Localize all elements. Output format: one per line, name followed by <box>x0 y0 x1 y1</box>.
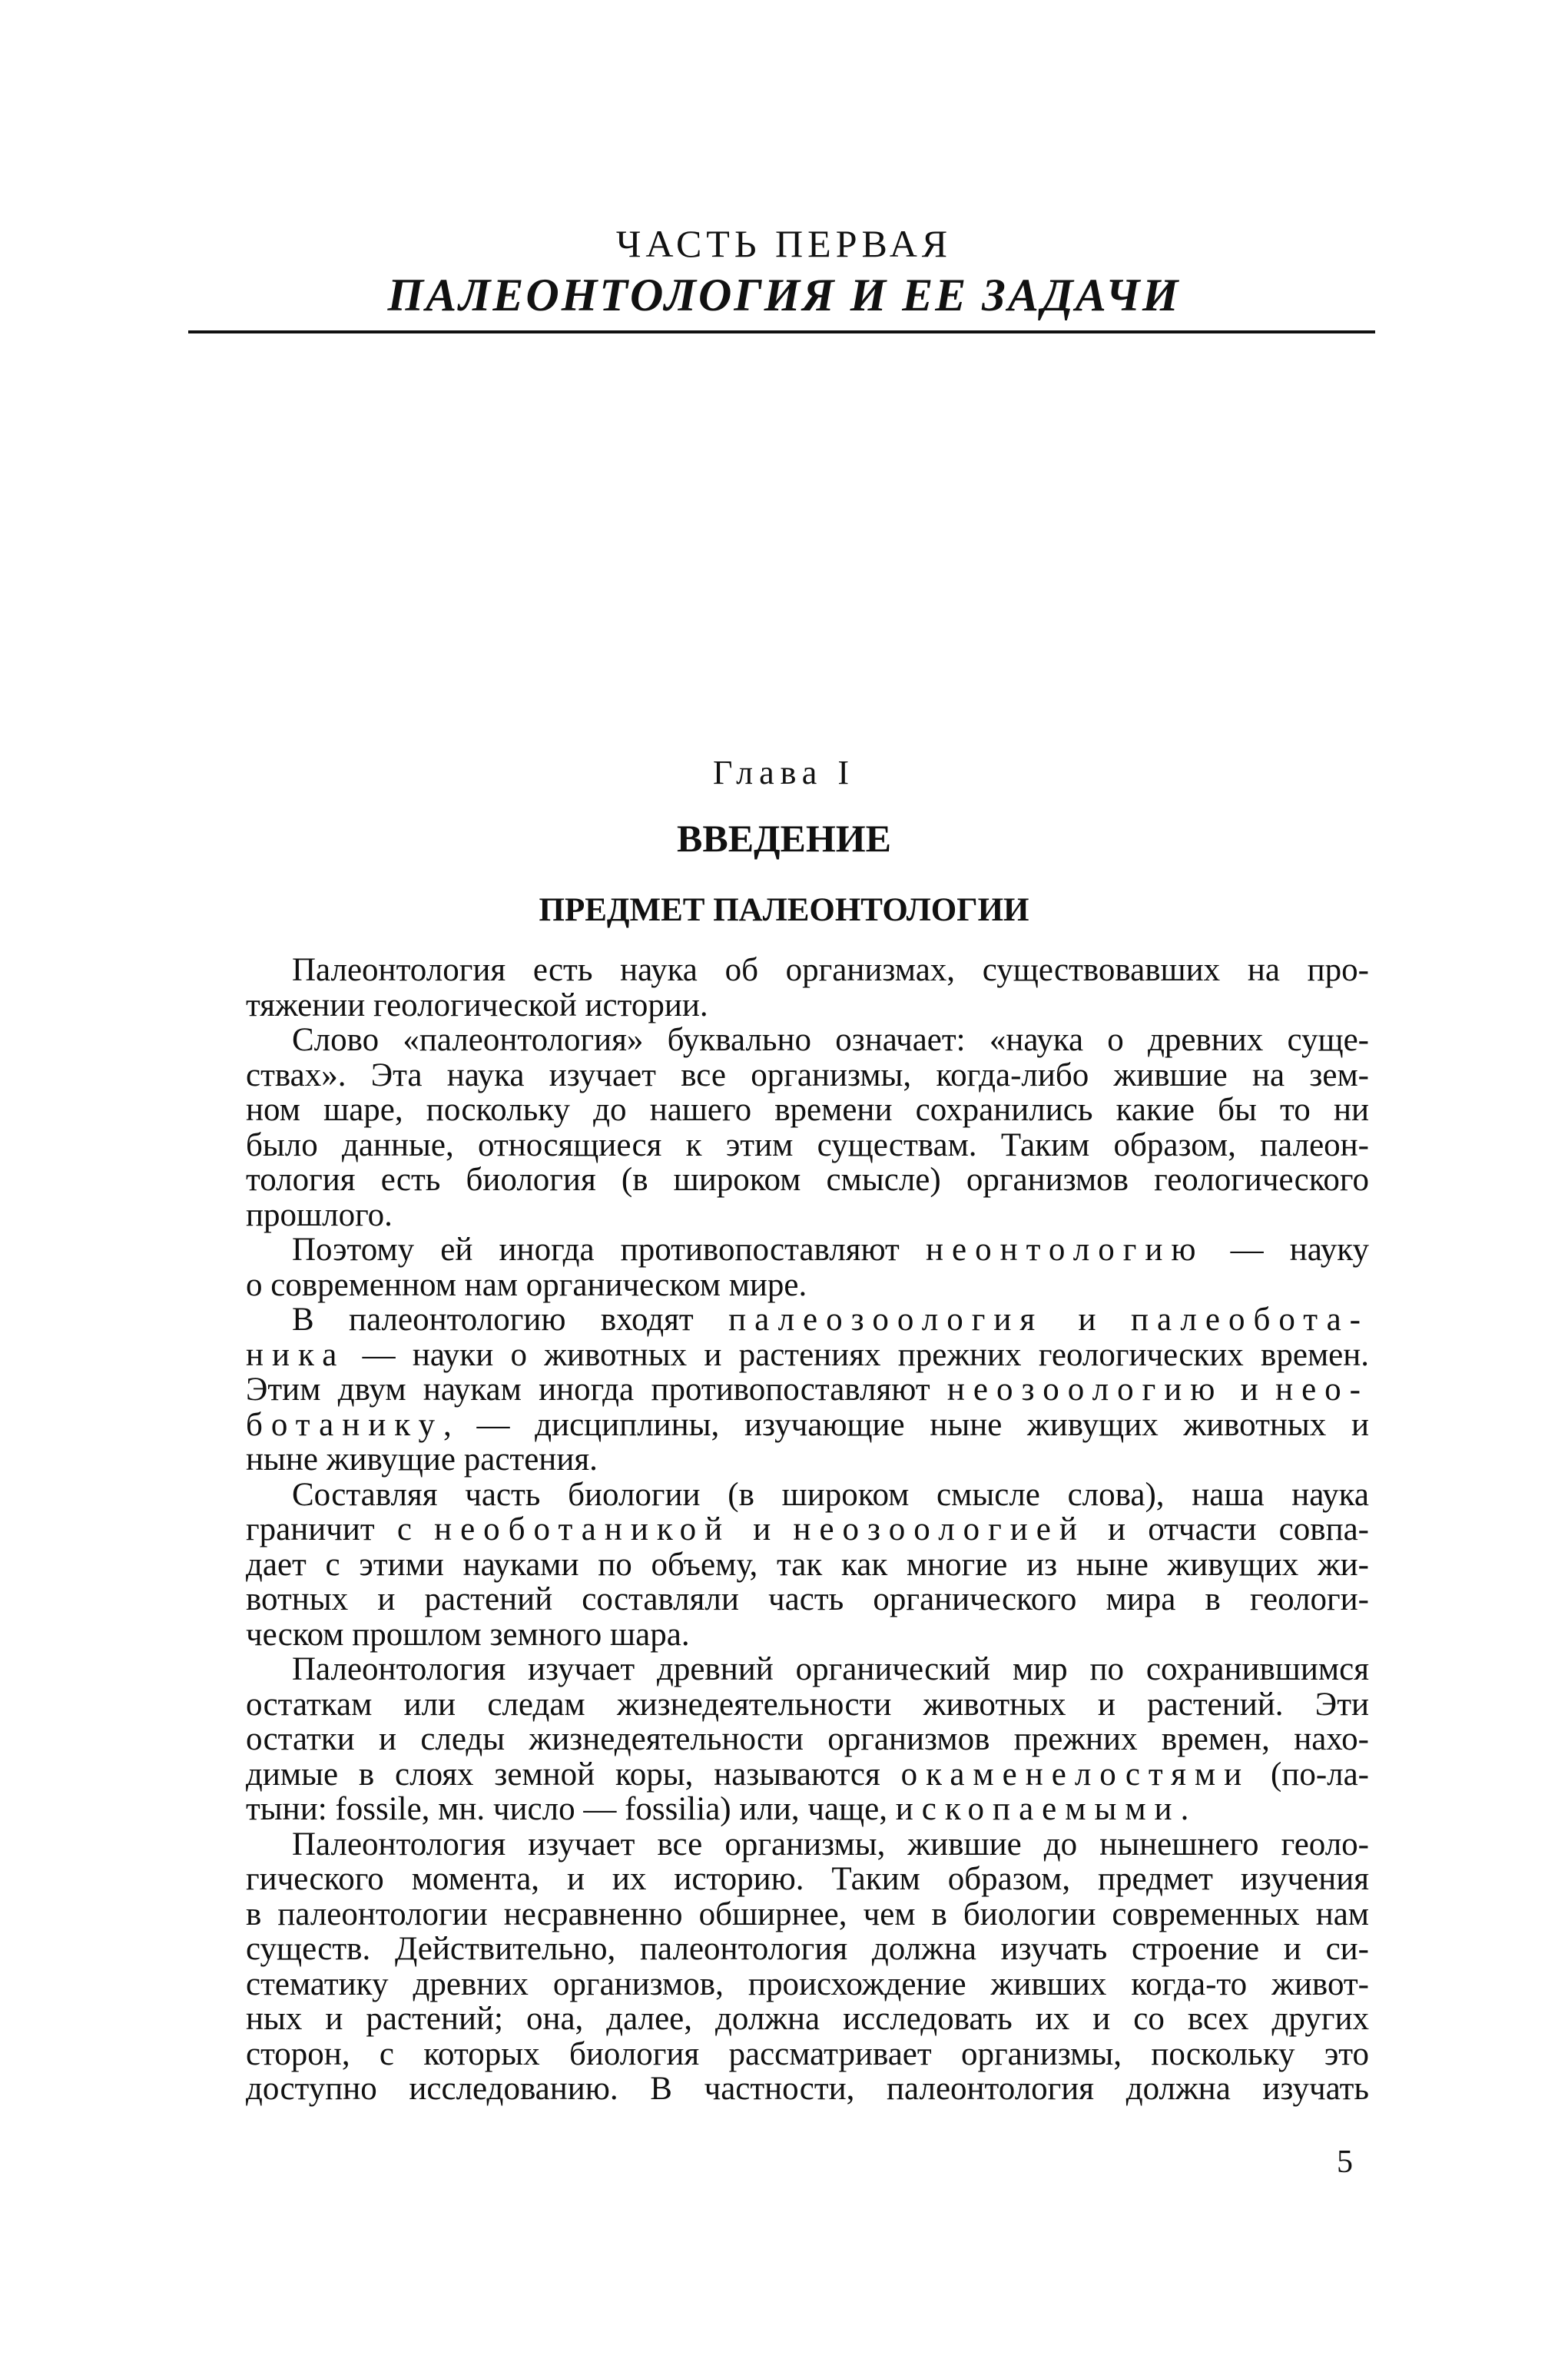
paragraph <box>246 1827 1369 2107</box>
text-segment: доступно исследованию. В частности, палеонтология должна изучать <box>246 2071 1369 2107</box>
text-segment: димые в слоях земной коры, называются <box>246 1756 901 1793</box>
text-line <box>246 1582 1369 1617</box>
text-line <box>246 1967 1369 2002</box>
text-segment: тяжении геологической истории. <box>246 987 708 1023</box>
text-segment: вотных и растений составляли часть органического мира в геологи- <box>246 1581 1369 1617</box>
text-segment: граничит с <box>246 1511 435 1547</box>
spaced-term: необотаникой <box>434 1511 731 1547</box>
paragraph <box>246 953 1369 1023</box>
text-segment: Палеонтология изучает все организмы, жившие до нынешнего геоло- <box>292 1826 1369 1863</box>
text-line <box>246 1932 1369 1967</box>
text-segment: ныне живущие растения. <box>246 1441 598 1478</box>
text-line <box>246 1512 1369 1547</box>
text-segment: тология есть биология (в широком смысле) организмов геологического <box>246 1162 1369 1198</box>
text-line <box>246 1232 1369 1268</box>
text-segment: стематику древних организмов, происхождение живших когда-то живот- <box>246 1965 1369 2002</box>
text-segment: остатки и следы жизнедеятельности организмов прежних времен, нахо- <box>246 1721 1369 1757</box>
spaced-term: неонтологию <box>925 1232 1205 1268</box>
text-line <box>246 1547 1369 1583</box>
text-segment: . <box>1180 1791 1189 1827</box>
text-segment: гического момента, и их историю. Таким образом, предмет изучения <box>246 1861 1369 1897</box>
text-segment: о современном нам органическом мире. <box>246 1266 807 1303</box>
text-line <box>246 1372 1369 1408</box>
text-segment: — науки о животных и растениях прежних геологических времен. <box>345 1336 1369 1373</box>
spaced-term: ископаемыми <box>895 1791 1181 1827</box>
spaced-term: нео- <box>1275 1372 1369 1408</box>
text-segment: Этим двум наукам иногда противопоставляют <box>246 1372 947 1408</box>
spaced-term: ника <box>246 1336 346 1373</box>
text-line <box>246 2071 1369 2107</box>
text-line <box>246 1023 1369 1058</box>
text-segment: Поэтому ей иногда противопоставляют <box>292 1232 926 1268</box>
text-segment: — науку <box>1204 1232 1369 1268</box>
text-segment: остаткам или следам жизнедеятельности животных и растений. Эти <box>246 1686 1369 1723</box>
paragraph <box>246 1478 1369 1653</box>
paragraph <box>246 1023 1369 1232</box>
text-line <box>246 1093 1369 1128</box>
text-segment: Палеонтология изучает древний органический мир по сохранившимся <box>292 1651 1369 1687</box>
text-segment: ных и растений; она, далее, должна исследовать их и со всех других <box>246 2001 1369 2037</box>
text-line <box>246 1302 1369 1338</box>
spaced-term: палеозоология <box>728 1302 1044 1338</box>
text-line <box>246 953 1369 988</box>
text-line <box>246 1792 1369 1827</box>
paragraph <box>246 1302 1369 1478</box>
text-segment: ствах». Эта наука изучает все организмы, когда-либо жившие на зем- <box>246 1056 1369 1093</box>
text-segment: сторон, с которых биология рассматривает организмы, поскольку это <box>246 2035 1369 2072</box>
section-title: ПРЕДМЕТ ПАЛЕОНТОЛОГИИ <box>539 892 1029 928</box>
part-heading: ЧАСТЬ ПЕРВАЯ <box>615 222 953 265</box>
text-segment: ческом прошлом земного шара. <box>246 1616 690 1653</box>
text-line <box>246 1338 1369 1373</box>
text-segment: и <box>1223 1372 1276 1408</box>
text-line <box>246 1163 1369 1198</box>
text-segment: существ. Действительно, палеонтология должна изучать строение и си- <box>246 1931 1369 1967</box>
text-line <box>246 1722 1369 1757</box>
part-title: ПАЛЕОНТОЛОГИЯ И ЕЕ ЗАДАЧИ <box>387 270 1181 320</box>
paragraph <box>246 1232 1369 1302</box>
paragraph <box>246 1652 1369 1827</box>
text-segment: дает с этими науками по объему, так как многие из ныне живущих жи- <box>246 1546 1369 1583</box>
text-line <box>246 988 1369 1023</box>
page-number: 5 <box>1337 2144 1353 2180</box>
text-line <box>246 1442 1369 1478</box>
text-line <box>246 1128 1369 1163</box>
text-segment: было данные, относящиеся к этим существам. Таким образом, палеон- <box>246 1126 1369 1163</box>
text-line <box>246 1617 1369 1653</box>
spaced-term: ботанику <box>246 1406 444 1443</box>
text-segment: и <box>731 1511 794 1547</box>
text-line <box>246 2037 1369 2072</box>
text-line <box>246 1478 1369 1513</box>
text-line <box>246 1198 1369 1233</box>
text-segment: прошлого. <box>246 1196 393 1233</box>
text-segment: и отчасти совпа- <box>1085 1511 1369 1547</box>
text-segment: ном шаре, поскольку до нашего времени сохранились какие бы то ни <box>246 1092 1369 1128</box>
text-line <box>246 1687 1369 1723</box>
text-line <box>246 1827 1369 1863</box>
text-segment: (по-ла- <box>1250 1756 1370 1793</box>
text-segment: Составляя часть биологии (в широком смысле слова), наша наука <box>292 1476 1369 1513</box>
text-line <box>246 1862 1369 1897</box>
text-line <box>246 2002 1369 2037</box>
text-segment: Слово «палеонтология» буквально означает: «наука о древних суще- <box>292 1022 1369 1058</box>
chapter-title: ВВЕДЕНИЕ <box>677 817 891 860</box>
text-line <box>246 1757 1369 1793</box>
text-line <box>246 1897 1369 1932</box>
text-segment: В палеонтологию входят <box>292 1302 729 1338</box>
spaced-term: палеобота- <box>1130 1302 1369 1338</box>
chapter-label: Глава I <box>713 754 855 791</box>
text-segment: Палеонтология есть наука об организмах, существовавших на про- <box>292 952 1369 988</box>
spaced-term: неозоологией <box>793 1511 1086 1547</box>
spaced-term: неозоологию <box>946 1372 1224 1408</box>
text-line <box>246 1408 1369 1443</box>
text-segment: в палеонтологии несравненно обширнее, чем в биологии современных нам <box>246 1896 1369 1932</box>
text-segment: и <box>1043 1302 1131 1338</box>
text-line <box>246 1652 1369 1687</box>
text-line <box>246 1268 1369 1303</box>
text-segment: , — дисциплины, изучающие ныне живущих животных и <box>443 1406 1369 1443</box>
title-rule-divider <box>188 330 1375 333</box>
text-line <box>246 1058 1369 1093</box>
body-text <box>246 953 1369 2107</box>
spaced-term: окаменелостями <box>900 1756 1251 1793</box>
text-segment: тыни: fossile, мн. число — fossilia) или, чаще, <box>246 1791 896 1827</box>
